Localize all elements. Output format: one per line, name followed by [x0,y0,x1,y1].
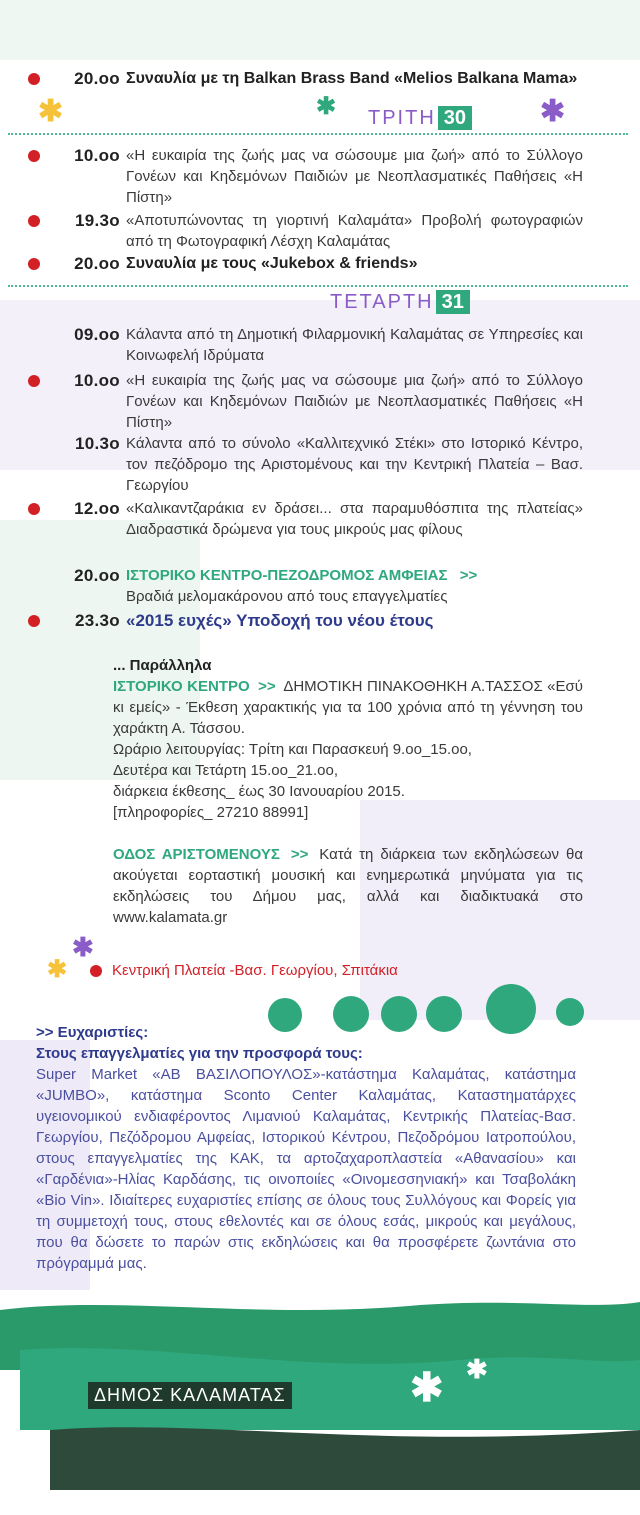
event-row [28,253,583,274]
event-bullet [28,73,40,85]
event-row [28,68,583,89]
day-number: 30 [438,106,472,130]
event-description: Συναυλία με τη Balkan Brass Band «Melios Balkana Mama» [126,70,578,87]
day-number: 31 [436,290,470,314]
event-description: «Η ευκαιρία της ζωής μας να σώσουμε μια ζωή» από το Σύλλογο Γονέων και Κηδεμόνων Παιδιών με Νεοπλασματικές Παθήσεις «Η Πίστη» [126,372,583,431]
event-bullet [28,215,40,227]
thanks-body: Super Market «ΑΒ ΒΑΣΙΛΟΠΟΥΛΟΣ»-κατάστημα Καλαμάτας, κατάστημα «JUMBO», κατάστημα Sconto Center Καλαμάτας, Καταστηματάρχες υγειονομικού ενδιαφέροντος Λιμανιού Καλαμάτας, Κεντρικής Πλατείας-Βασ. Γεωργίου, Πεζόδρομου Αμφείας, Ιστορικού Κέντρου, Πεζοδρόμου Ιατροπούλου, στους επαγγελματίες της ΚΑΚ, τα αρτοζαχαροπλαστεία «Αθανασίου» και «Γαρδένια»-Ηλίας Καρδάσης, τις οινοποιίες «Οινομεσσηνιακή» και Τσαβολάκη «Bio Vin». Ιδιαίτερες ευχαριστίες επίσης σε όλους τους Συλλόγους και Φορείς για τη συμμετοχή τους, στους εθελοντές και σε όλους εσάς, μικρούς και μεγάλους, που θα δώσετε το παρών στις εκδηλώσεις και θα προσφέρετε ζωντάνια στο πρόγραμμά μας. [36,1066,576,1272]
snowflake-icon: ✱ [38,95,64,128]
event-row [28,145,583,208]
event-time: 20.οο [74,566,120,585]
event-row [28,370,583,433]
event-time: 12.οο [74,499,120,518]
event-time: 10.3ο [75,434,120,453]
event-bullet [28,375,40,387]
snowflake-icon: ✱ [316,93,337,120]
event-row [28,433,583,496]
event-bullet [28,258,40,270]
event-bullet [28,615,40,627]
event-time: 09.οο [74,325,120,344]
municipality-label: ΔΗΜΟΣ ΚΑΛΑΜΑΤΑΣ [88,1382,292,1409]
hours-line: Δευτέρα και Τετάρτη 15.οο_21.οο, [113,762,339,779]
logo-snowflake-icon: ✱ [410,1366,444,1410]
event-description [126,565,583,607]
venue-arrow: >> [258,678,276,695]
snowflake-icon: ✱ [72,932,94,962]
event-description: «Η ευκαιρία της ζωής μας να σώσουμε μια ζωή» από το Σύλλογο Γονέων και Κηδεμόνων Παιδιών με Νεοπλασματικές Παθήσεις «Η Πίστη» [126,147,583,206]
event-time: 10.οο [74,371,120,390]
event-description: Κάλαντα από το σύνολο «Καλλιτεχνικό Στέκι» στο Ιστορικό Κέντρο, τον πεζόδρομο της Αριστομένους και την Κεντρική Πλατεία – Βασ. Γεωργίου [126,435,583,494]
hours-line: διάρκεια έκθεσης_ έως 30 Ιανουαρίου 2015. [113,783,405,800]
event-row [28,498,583,540]
snowflake-icon: ✱ [47,956,68,983]
location-text: Κεντρική Πλατεία -Βασ. Γεωργίου, Σπιτάκια [112,962,398,979]
event-time: 10.οο [74,146,120,165]
event-description: «2015 ευχές» Υποδοχή του νέου έτους [126,611,434,630]
thanks-subheading: Στους επαγγελματίες για την προσφορά τους: [36,1045,363,1062]
venue-arrow: >> [290,846,309,863]
footer-wave-dark [50,1427,640,1490]
info-line: [πληροφορίες_ 27210 88991] [113,804,309,821]
event-row [28,324,583,366]
day-label: ΤΡΙΤΗ [368,106,436,129]
event-bullet [28,150,40,162]
venue-historic-center: ΙΣΤΟΡΙΚΟ ΚΕΝΤΡΟ [113,678,250,695]
hours-line: Ωράριο λειτουργίας: Τρίτη και Παρασκευή 9.οο_15.οο, [113,741,472,758]
event-bullet [28,503,40,515]
snowflake-icon: ✱ [540,95,566,128]
dotted-divider [8,133,628,135]
event-time: 19.3ο [75,211,120,230]
parallel-title: ... Παράλληλα [113,657,212,674]
day-header-tuesday [368,106,472,130]
event-venue: ΙΣΤΟΡΙΚΟ ΚΕΝΤΡΟ-ΠΕΖΟΔΡΟΜΟΣ ΑΜΦΕΙΑΣ [126,567,448,584]
event-description: «Καλικαντζαράκια εν δράσει... στα παραμυθόσπιτα της πλατείας» Διαδραστικά δρώμενα για τους μικρούς μας φίλους [126,500,583,538]
day-label: ΤΕΤΑΡΤΗ [330,290,434,313]
event-row [28,610,583,631]
event-description: «Αποτυπώνοντας τη γιορτινή Καλαμάτα» Προβολή φωτογραφιών από τη Φωτογραφική Λέσχη Καλαμάτας [126,212,583,250]
parallel-section [113,655,583,928]
thanks-section [36,1022,576,1274]
bg-band-green [0,0,640,60]
venue-arrow: >> [459,567,478,584]
location-bullet [90,965,102,977]
exhibition-text: ΔΗΜΟΤΙΚΗ ΠΙΝΑΚΟΘΗΚΗ Α.ΤΑΣΣΟΣ «Εσύ κι εμείς» - Έκθεση χαρακτικής για τα 100 χρόνια από τη γέννηση του χαράκτη Α. Τάσσου. [113,678,583,737]
event-description: Κάλαντα από τη Δημοτική Φιλαρμονική Καλαμάτας σε Υπηρεσίες και Κοινωφελή Ιδρύματα [126,326,583,364]
location-row [90,962,398,979]
event-time: 23.3ο [75,611,120,630]
dotted-divider [8,285,628,287]
event-description: Συναυλία με τους «Jukebox & friends» [126,255,418,272]
event-time: 20.οο [74,254,120,273]
thanks-heading: >> Ευχαριστίες: [36,1024,149,1041]
event-row [28,565,583,607]
event-detail: Βραδιά μελομακάρονου από τους επαγγελματίες [126,588,448,605]
aristomenous-text: Κατά τη διάρκεια των εκδηλώσεων θα ακούγεται εορταστική μουσική και ενημερωτικά μηνύματα για τις εκδηλώσεις του Δήμου μας, αλλά και διαδικτυακά στο www.kalamata.gr [113,846,584,926]
logo-snowflake-icon: ✱ [466,1354,488,1384]
event-row [28,210,583,252]
venue-aristomenous: ΟΔΟΣ ΑΡΙΣΤΟΜΕΝΟΥΣ [113,846,280,863]
event-time: 20.οο [74,69,120,88]
day-header-wednesday [330,290,470,314]
